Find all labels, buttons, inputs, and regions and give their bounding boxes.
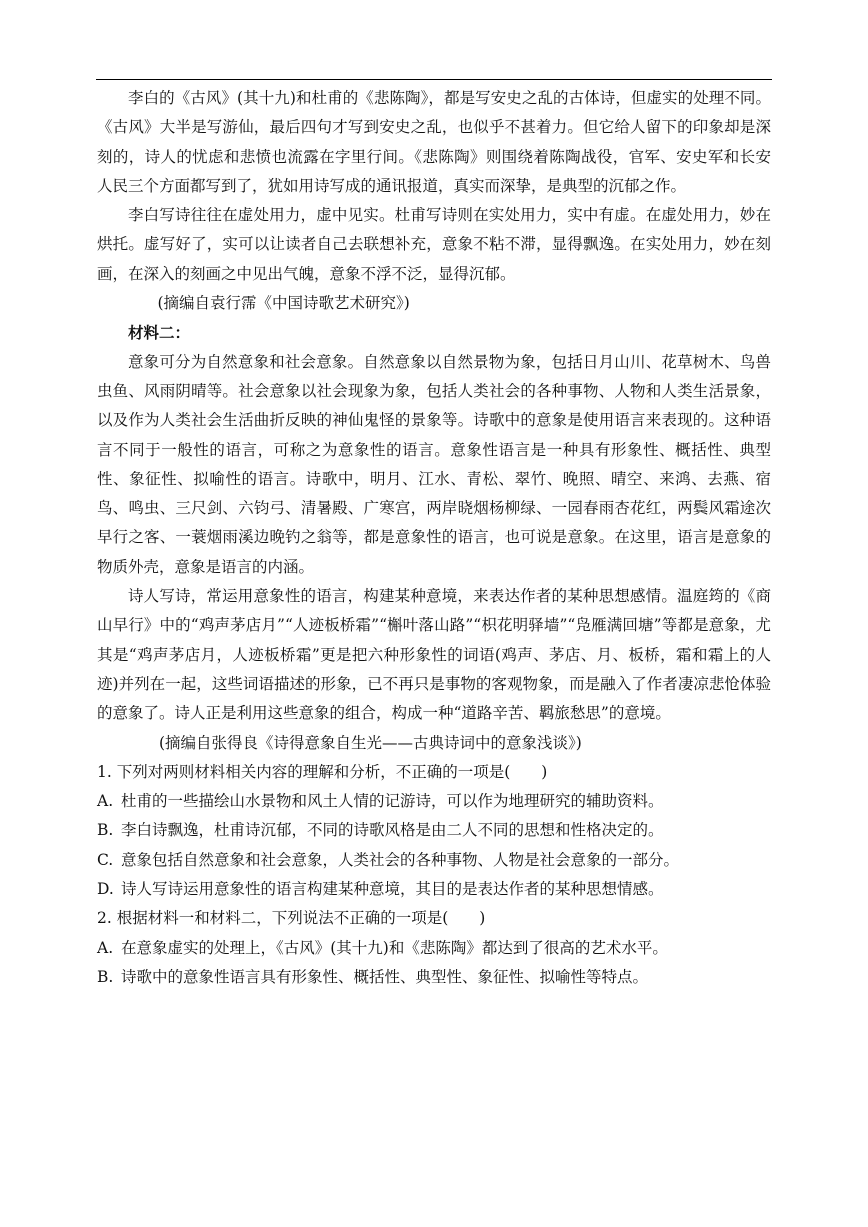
header-rule [96,79,772,80]
option-key: A. [97,792,114,811]
option-text: 杜甫的一些描绘山水景物和风土人情的记游诗，可以作为地理研究的辅助资料。 [121,792,664,811]
document-body [97,84,771,992]
question-1-option-d [97,875,771,904]
option-key: A. [97,938,114,957]
material1-source: (摘编自袁行霈《中国诗歌艺术研究》) [157,294,410,313]
option-key: C. [97,850,114,869]
option-key: B. [97,967,114,986]
option-text: 李白诗飘逸，杜甫诗沉郁，不同的诗歌风格是由二人不同的思想和性格决定的。 [121,821,664,840]
option-text: 意象包括自然意象和社会意象，人类社会的各种事物、人物是社会意象的一部分。 [121,850,680,869]
question-1-option-a [97,787,771,816]
option-text: 诗歌中的意象性语言具有形象性、概括性、典型性、象征性、拟喻性等特点。 [121,967,649,986]
question-1-option-c [97,846,771,875]
question-2-stem: 2. 根据材料一和材料二，下列说法不正确的一项是( ) [97,909,486,928]
material2-paragraph-1: 意象可分为自然意象和社会意象。自然意象以自然景物为象，包括日月山川、花草树木、鸟兽虫鱼、风雨阴晴等。社会意象以社会现象为象，包括人类社会的各种事物、人物和人类生活景象，以及作为人类社会生活曲折反映的神仙鬼怪的景象等。诗歌中的意象是使用语言来表现的。这种语言不同于一般性的语言，可称之为意象性的语言。意象性语言是一种具有形象性、概括性、典型性、象征性、拟喻性的语言。诗歌中，明月、江水、青松、翠竹、晚照、晴空、来鸿、去燕、宿鸟、鸣虫、三尺剑、六钧弓、清暑殿、广寒宫，两岸晓烟杨柳绿、一园春雨杏花红，两鬓风霜途次早行之客、一蓑烟雨溪边晚钓之翁等，都是意象性的语言，也可说是意象。在这里，语言是意象的物质外壳，意象是语言的内涵。 [97,352,771,576]
option-text: 诗人写诗运用意象性的语言构建某种意境，其目的是表达作者的某种思想情感。 [121,880,664,899]
material2-source: (摘编自张得良《诗得意象自生光——古典诗词中的意象浅谈》) [159,733,582,752]
option-text: 在意象虚实的处理上，《古风》(其十九)和《悲陈陶》都达到了很高的艺术水平。 [121,938,668,957]
option-key: B. [97,821,114,840]
material1-paragraph-1: 李白的《古风》(其十九)和杜甫的《悲陈陶》，都是写安史之乱的古体诗，但虚实的处理不同。《古风》大半是写游仙，最后四句才写到安史之乱，也似乎不甚着力。但它给人留下的印象却是深刻的，诗人的忧虑和悲愤也流露在字里行间。《悲陈陶》则围绕着陈陶战役，官军、安史军和长安人民三个方面都写到了，犹如用诗写成的通讯报道，真实而深挚，是典型的沉郁之作。 [97,89,771,195]
option-key: D. [97,880,114,899]
question-2-option-b [97,963,771,992]
material2-heading: 材料二： [128,323,191,343]
question-2-option-a [97,934,771,963]
material1-paragraph-2: 李白写诗往往在虚处用力，虚中见实。杜甫写诗则在实处用力，实中有虚。在虚处用力，妙在烘托。虚写好了，实可以让读者自己去联想补充，意象不粘不滞，显得飘逸。在实处用力，妙在刻画，在深入的刻画之中见出气魄，意象不浮不泛，显得沉郁。 [97,206,771,283]
question-1-option-b [97,816,771,845]
material2-paragraph-2: 诗人写诗，常运用意象性的语言，构建某种意境，来表达作者的某种思想感情。温庭筠的《商山早行》中的“鸡声茅店月”“人迹板桥霜”“槲叶落山路”“枳花明驿墙”“凫雁满回塘”等都是意象，尤其是“鸡声茅店月，人迹板桥霜”更是把六种形象性的词语(鸡声、茅店、月、板桥，霜和霜上的人迹)并列在一起，这些词语描述的形象，已不再只是事物的客观物象，而是融入了作者凄凉悲怆体验的意象了。诗人正是利用这些意象的组合，构成一种“道路辛苦、羁旅愁思”的意境。 [97,587,771,723]
question-1-stem: 1. 下列对两则材料相关内容的理解和分析，不正确的一项是( ) [97,762,548,781]
